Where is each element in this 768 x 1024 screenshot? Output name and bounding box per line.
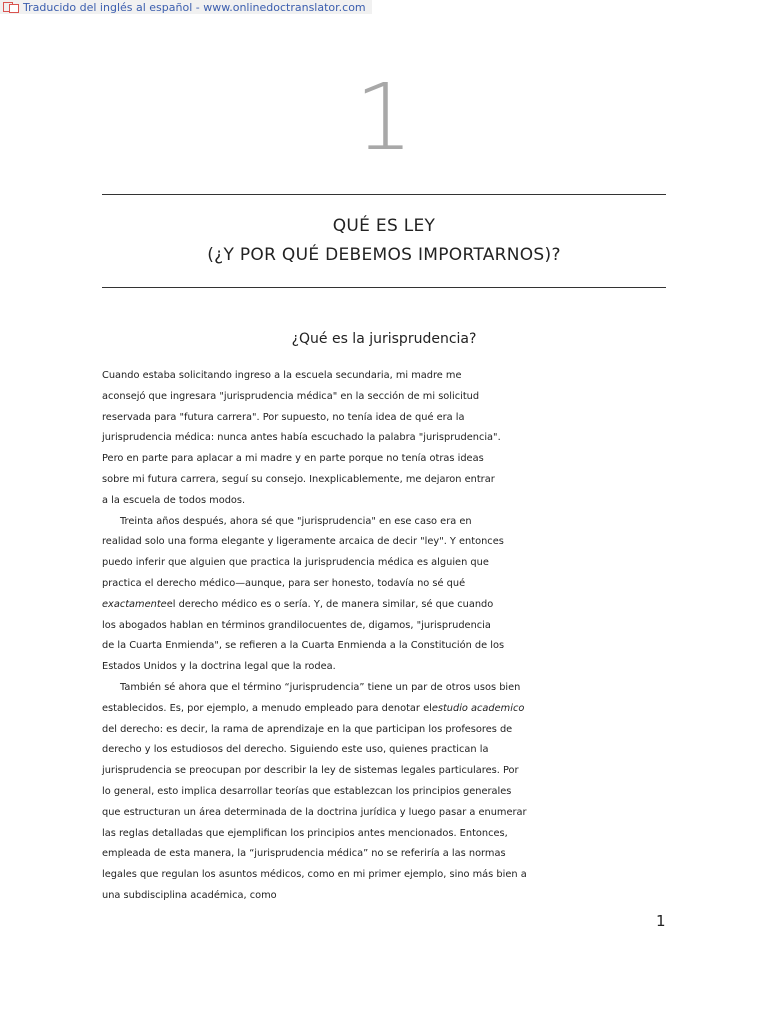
translator-logo-icon: [3, 2, 19, 13]
text-line: También sé ahora que el término “jurisprudencia” tiene un par de otros usos bien: [120, 681, 521, 693]
text-line: de la Cuarta Enmienda", se refieren a la Cuarta Enmienda a la Constitución de los: [102, 640, 505, 652]
top-rule: [102, 194, 666, 195]
text-line: jurisprudencia médica: nunca antes había escuchado la palabra "jurisprudencia".: [102, 432, 501, 444]
text-line: practica el derecho médico—aunque, para ser honesto, todavía no sé qué: [102, 577, 466, 589]
text-line: Estados Unidos y la doctrina legal que la rodea.: [102, 661, 336, 673]
text-line: [102, 595, 682, 616]
text-line: realidad solo una forma elegante y ligeramente arcaica de decir "ley". Y entonces: [102, 536, 504, 548]
text-line: los abogados hablan en términos grandilocuentes de, digamos, "jurisprudencia: [102, 619, 491, 631]
text-span: el derecho médico es o sería. Y, de manera similar, sé que cuando: [166, 598, 494, 610]
section-heading: ¿Qué es la jurisprudencia?: [291, 331, 477, 347]
bottom-rule: [102, 287, 666, 288]
chapter-title: QUÉ ES LEY: [332, 216, 436, 236]
body-text: [102, 366, 682, 907]
text-line: puedo inferir que alguien que practica la jurisprudencia médica es alguien que: [102, 557, 489, 569]
text-line: lo general, esto implica desarrollar teorías que establezcan los principios generales: [102, 785, 512, 797]
text-line: Cuando estaba solicitando ingreso a la escuela secundaria, mi madre me: [102, 370, 462, 381]
banner-text[interactable]: Traducido del inglés al español - www.onlinedoctranslator.com: [23, 0, 366, 14]
chapter-number: 1: [354, 64, 414, 171]
text-line: Treinta años después, ahora sé que "jurisprudencia" en ese caso era en: [120, 515, 472, 527]
page-number: 1: [656, 912, 666, 930]
text-line: Pero en parte para aplacar a mi madre y en parte porque no tenía otras ideas: [102, 453, 484, 465]
italic-term: exactamente: [102, 598, 167, 610]
text-line: sobre mi futura carrera, seguí su consejo. Inexplicablemente, me dejaron entrar: [102, 473, 495, 485]
text-line: [102, 699, 682, 720]
text-line: que estructuran un área determinada de la doctrina jurídica y luego pasar a enumerar: [102, 806, 527, 818]
text-line: las reglas detalladas que ejemplifican los principios antes mencionados. Entonces,: [102, 827, 508, 839]
translator-banner[interactable]: [0, 0, 372, 14]
text-line: derecho y los estudiosos del derecho. Siguiendo este uso, quienes practican la: [102, 744, 489, 756]
text-line: del derecho: es decir, la rama de aprendizaje en la que participan los profesores de: [102, 723, 513, 735]
text-line: aconsejó que ingresara "jurisprudencia médica" en la sección de mi solicitud: [102, 390, 480, 402]
text-span: establecidos. Es, por ejemplo, a menudo empleado para denotar el: [102, 702, 432, 714]
chapter-subtitle: (¿Y POR QUÉ DEBEMOS IMPORTARNOS)?: [207, 245, 561, 265]
text-line: a la escuela de todos modos.: [102, 494, 246, 506]
text-line: legales que regulan los asuntos médicos, como en mi primer ejemplo, sino más bien a: [102, 869, 527, 881]
italic-term: estudio academico: [431, 702, 525, 714]
text-line: jurisprudencia se preocupan por describir la ley de sistemas legales particulares. Por: [102, 765, 519, 777]
text-line: una subdisciplina académica, como: [102, 889, 277, 901]
text-line: empleada de esta manera, la “jurisprudencia médica” no se referiría a las normas: [102, 848, 506, 860]
text-line: reservada para "futura carrera". Por supuesto, no tenía idea de qué era la: [102, 411, 465, 423]
